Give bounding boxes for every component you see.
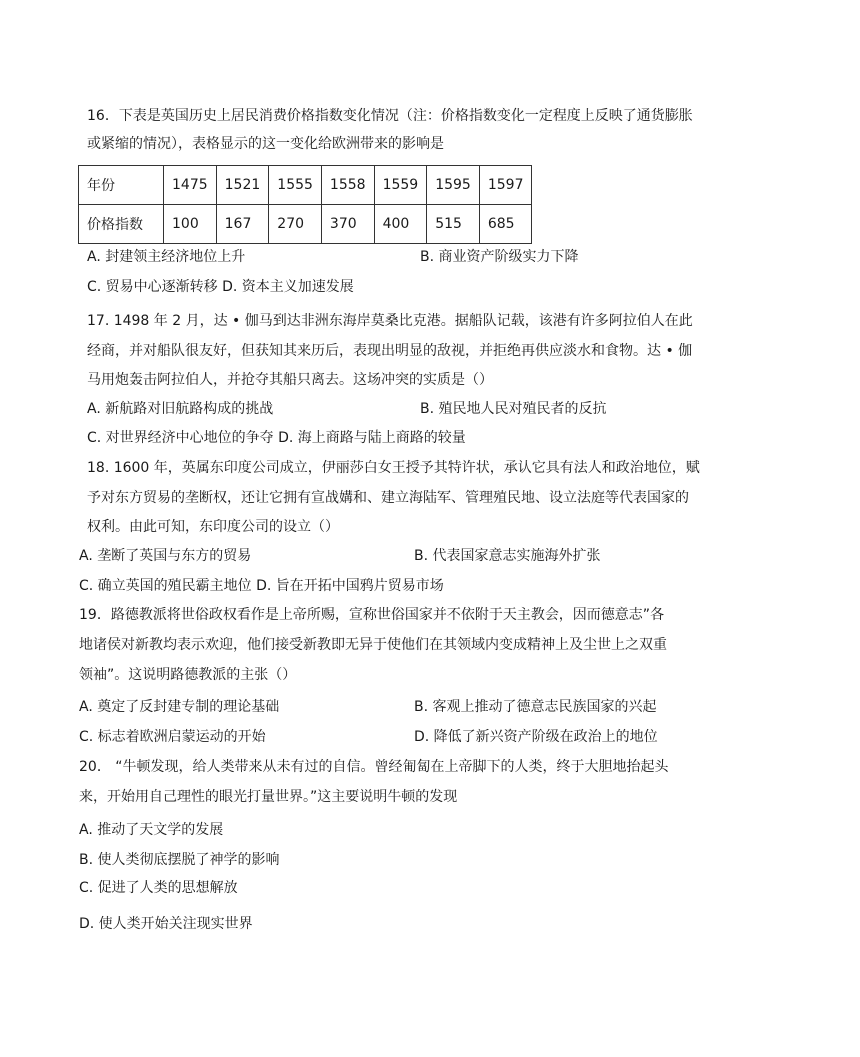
table-cell-year: 1597 bbox=[479, 166, 532, 205]
q18-option-c-d[interactable]: C. 确立英国的殖民霸主地位 D. 旨在开拓中国鸦片贸易市场 bbox=[79, 578, 444, 594]
q19-stem-line3: 领袖”。这说明路德教派的主张（） bbox=[79, 667, 297, 683]
q17-stem-line1: 17. 1498 年 2 月，达 • 伽马到达非洲东海岸莫桑比克港。据船队记载，该港有许多阿拉伯人在此 bbox=[87, 313, 693, 329]
q16-option-b[interactable]: B. 商业资产阶级实力下降 bbox=[420, 249, 579, 265]
q17-option-b[interactable]: B. 殖民地人民对殖民者的反抗 bbox=[420, 401, 607, 417]
q17-stem-line3: 马用炮轰击阿拉伯人，并抢夺其船只离去。这场冲突的实质是（） bbox=[87, 372, 493, 388]
table-cell-year: 1595 bbox=[427, 166, 480, 205]
table-cell-index: 515 bbox=[427, 205, 480, 244]
q18-stem-line1: 18. 1600 年，英属东印度公司成立，伊丽莎白女王授予其特许状，承认它具有法人和政治地位，赋 bbox=[87, 460, 700, 476]
q18-option-b[interactable]: B. 代表国家意志实施海外扩张 bbox=[414, 548, 601, 564]
q20-stem-line2: 来，开始用自己理性的眼光打量世界。”这主要说明牛顿的发现 bbox=[79, 789, 458, 805]
q18-option-a[interactable]: A. 垄断了英国与东方的贸易 bbox=[79, 548, 252, 564]
table-cell-index: 270 bbox=[269, 205, 322, 244]
table-cell-index: 167 bbox=[216, 205, 269, 244]
q20-option-a[interactable]: A. 推动了天文学的发展 bbox=[79, 822, 224, 838]
q19-option-b[interactable]: B. 客观上推动了德意志民族国家的兴起 bbox=[414, 699, 657, 715]
price-index-table bbox=[78, 165, 532, 244]
table-header-index: 价格指数 bbox=[79, 205, 164, 244]
q18-stem-line2: 予对东方贸易的垄断权，还让它拥有宣战媾和、建立海陆军、管理殖民地、设立法庭等代表国家的 bbox=[87, 490, 689, 506]
table-cell-index: 370 bbox=[321, 205, 374, 244]
table-cell-year: 1558 bbox=[321, 166, 374, 205]
q16-stem-line1: 16．下表是英国历史上居民消费价格指数变化情况（注：价格指数变化一定程度上反映了通货膨胀 bbox=[87, 108, 693, 124]
q17-option-c-d[interactable]: C. 对世界经济中心地位的争夺 D. 海上商路与陆上商路的较量 bbox=[87, 430, 466, 446]
table-cell-year: 1555 bbox=[269, 166, 322, 205]
table-cell-index: 400 bbox=[374, 205, 427, 244]
table-header-year: 年份 bbox=[79, 166, 164, 205]
q17-option-a[interactable]: A. 新航路对旧航路构成的挑战 bbox=[87, 401, 274, 417]
table-row-years bbox=[79, 166, 532, 205]
table-cell-index: 100 bbox=[164, 205, 217, 244]
q19-option-a[interactable]: A. 奠定了反封建专制的理论基础 bbox=[79, 699, 280, 715]
table-row-index bbox=[79, 205, 532, 244]
q20-option-d[interactable]: D. 使人类开始关注现实世界 bbox=[79, 916, 253, 932]
table-cell-index: 685 bbox=[479, 205, 532, 244]
q16-option-c-d[interactable]: C. 贸易中心逐渐转移 D. 资本主义加速发展 bbox=[87, 279, 354, 295]
table-cell-year: 1559 bbox=[374, 166, 427, 205]
q19-stem-line1: 19．路德教派将世俗政权看作是上帝所赐，宣称世俗国家并不依附于天主教会，因而德意志”各 bbox=[79, 607, 665, 623]
q20-option-c[interactable]: C. 促进了人类的思想解放 bbox=[79, 880, 238, 896]
q17-stem-line2: 经商，并对船队很友好，但获知其来历后，表现出明显的敌视，并拒绝再供应淡水和食物。达 • 伽 bbox=[87, 343, 693, 359]
q20-option-b[interactable]: B. 使人类彻底摆脱了神学的影响 bbox=[79, 852, 280, 868]
q19-option-c[interactable]: C. 标志着欧洲启蒙运动的开始 bbox=[79, 729, 266, 745]
q19-option-d[interactable]: D. 降低了新兴资产阶级在政治上的地位 bbox=[414, 729, 658, 745]
table-cell-year: 1475 bbox=[164, 166, 217, 205]
q16-stem-line2: 或紧缩的情况），表格显示的这一变化给欧洲带来的影响是 bbox=[87, 136, 444, 152]
q19-stem-line2: 地诸侯对新教均表示欢迎，他们接受新教即无异于使他们在其领域内变成精神上及尘世上之双重 bbox=[79, 637, 667, 653]
table-cell-year: 1521 bbox=[216, 166, 269, 205]
q18-stem-line3: 权利。由此可知，东印度公司的设立（） bbox=[87, 519, 339, 535]
q20-stem-line1: 20． “牛顿发现，给人类带来从未有过的自信。曾经匍匐在上帝脚下的人类，终于大胆地抬起头 bbox=[79, 759, 669, 775]
q16-option-a[interactable]: A. 封建领主经济地位上升 bbox=[87, 249, 246, 265]
